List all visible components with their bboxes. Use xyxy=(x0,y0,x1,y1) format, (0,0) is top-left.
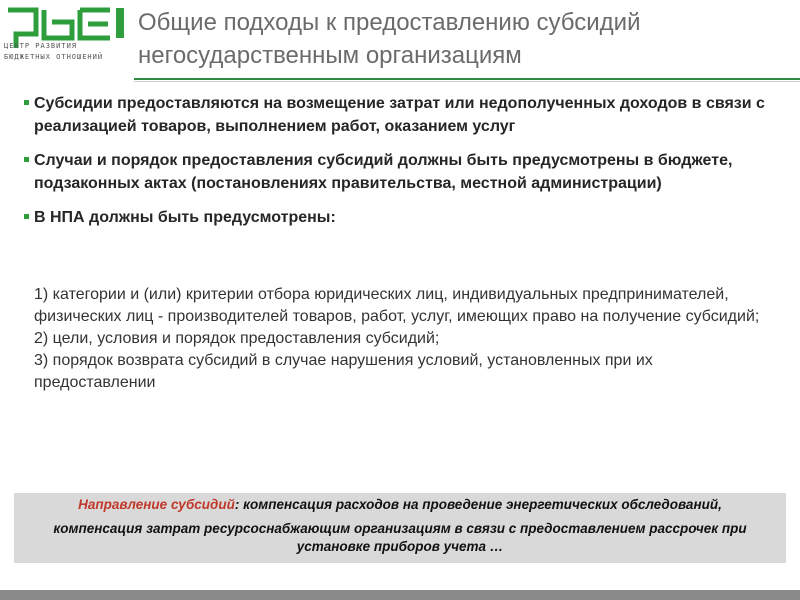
box-line-2: компенсация затрат ресурсоснабжающим организациям в связи с предоставлением рассрочек при установке приборов учета … xyxy=(53,521,747,554)
box-accent-label: Направление субсидий xyxy=(78,497,235,512)
bullet-text: В НПА должны быть предусмотрены: xyxy=(34,209,336,226)
header-divider xyxy=(134,78,800,80)
bullet-square-icon xyxy=(24,157,29,162)
numbered-item: 2) цели, условия и порядок предоставления субсидий; xyxy=(34,330,440,347)
page-title xyxy=(138,6,788,72)
box-line-1-text: : компенсация расходов на проведение энергетических обследований, xyxy=(234,497,722,512)
logo-caption-line1: ЦЕНТР РАЗВИТИЯ xyxy=(4,42,78,50)
box-line-1 xyxy=(14,496,786,514)
bullet-text: Субсидии предоставляются на возмещение затрат или недополученных доходов в связи с реализацией товаров, выполнением работ, оказанием услуг xyxy=(34,95,765,135)
bullet-list xyxy=(24,92,784,240)
numbered-item: 1) категории и (или) критерии отбора юридических лиц, индивидуальных предпринимателей, физических лиц - производителей товаров, работ, услуг, имеющих право на получение субсидий; xyxy=(34,286,760,325)
bullet-square-icon xyxy=(24,214,29,219)
bullet-square-icon xyxy=(24,100,29,105)
header-divider-shadow xyxy=(134,81,800,82)
subsidy-direction-box xyxy=(14,493,786,563)
title-line-2: негосударственным организациям xyxy=(138,42,522,69)
slide-header xyxy=(0,0,800,80)
title-line-1: Общие подходы к предоставлению субсидий xyxy=(138,9,641,36)
footer-bar xyxy=(0,590,800,600)
logo-caption-line2: БЮДЖЕТНЫХ ОТНОШЕНИЙ xyxy=(4,53,104,61)
bullet-item xyxy=(24,149,784,195)
numbered-list xyxy=(34,284,774,394)
bullet-text: Случаи и порядок предоставления субсидий должны быть предусмотрены в бюджете, подзаконных актах (постановлениях правительства, местной администрации) xyxy=(34,152,733,192)
bullet-item xyxy=(24,206,784,229)
bullet-item xyxy=(24,92,784,138)
numbered-item: 3) порядок возврата субсидий в случае нарушения условий, установленных при их предоставлении xyxy=(34,352,653,391)
